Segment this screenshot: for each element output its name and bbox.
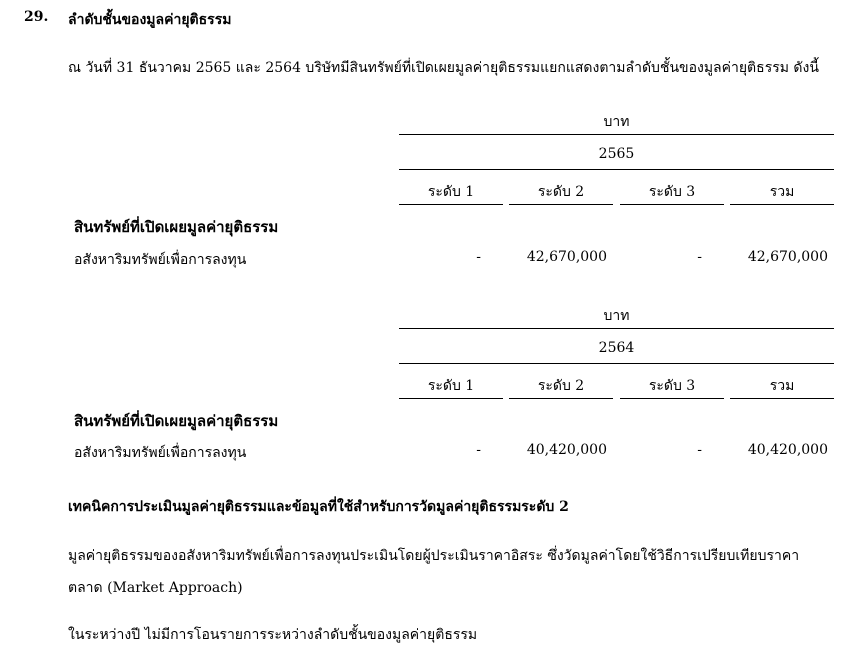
column-header-level-2: ระดับ 2 [537,378,585,394]
column-underline [620,398,724,399]
value-level-2: 40,420,000 [526,442,607,458]
divider [399,169,834,170]
year-header: 2564 [598,340,635,356]
note-title: ลำดับชั้นของมูลค่ายุติธรรม [68,12,232,28]
transfer-note: ในระหว่างปี ไม่มีการโอนรายการระหว่างลำดับชั้นของมูลค่ายุติธรรม [68,627,478,643]
column-header-level-2: ระดับ 2 [537,184,585,200]
divider [399,363,834,364]
column-underline [399,398,503,399]
column-underline [730,398,834,399]
year-header: 2565 [598,146,635,162]
column-underline [399,204,503,205]
section-heading: สินทรัพย์ที่เปิดเผยมูลค่ายุติธรรม [74,218,279,236]
column-underline [509,204,613,205]
value-total: 40,420,000 [747,442,828,458]
value-level-1: - [476,249,481,265]
column-header-level-3: ระดับ 3 [648,378,696,394]
column-header-total: รวม [769,378,795,394]
intro-text: ณ วันที่ 31 ธันวาคม 2565 และ 2564 บริษัทมีสินทรัพย์ที่เปิดเผยมูลค่ายุติธรรมแยกแสดงตามลำดับชั้นของมูลค่ายุติธรรม ดังนี้ [68,60,819,76]
value-level-3: - [697,249,702,265]
row-label: อสังหาริมทรัพย์เพื่อการลงทุน [74,445,247,461]
column-header-level-1: ระดับ 1 [427,184,475,200]
value-level-1: - [476,442,481,458]
technique-heading: เทคนิคการประเมินมูลค่ายุติธรรมและข้อมูลที่ใช้สำหรับการวัดมูลค่ายุติธรรมระดับ 2 [68,499,569,515]
currency-header: บาท [603,114,630,130]
value-level-2: 42,670,000 [526,249,607,265]
value-total: 42,670,000 [747,249,828,265]
note-number: 29. [24,9,49,25]
column-underline [509,398,613,399]
divider [399,134,834,135]
section-heading: สินทรัพย์ที่เปิดเผยมูลค่ายุติธรรม [74,412,279,430]
column-header-total: รวม [769,184,795,200]
column-header-level-1: ระดับ 1 [427,378,475,394]
technique-paragraph-line-2: ตลาด (Market Approach) [68,580,243,596]
technique-paragraph-line-1: มูลค่ายุติธรรมของอสังหาริมทรัพย์เพื่อการลงทุนประเมินโดยผู้ประเมินราคาอิสระ ซึ่งวัดมูลค่าโดยใช้วิธีการเปรียบเทียบราคา [68,548,800,564]
currency-header: บาท [603,308,630,324]
row-label: อสังหาริมทรัพย์เพื่อการลงทุน [74,252,247,268]
column-underline [730,204,834,205]
column-underline [620,204,724,205]
value-level-3: - [697,442,702,458]
divider [399,328,834,329]
column-header-level-3: ระดับ 3 [648,184,696,200]
